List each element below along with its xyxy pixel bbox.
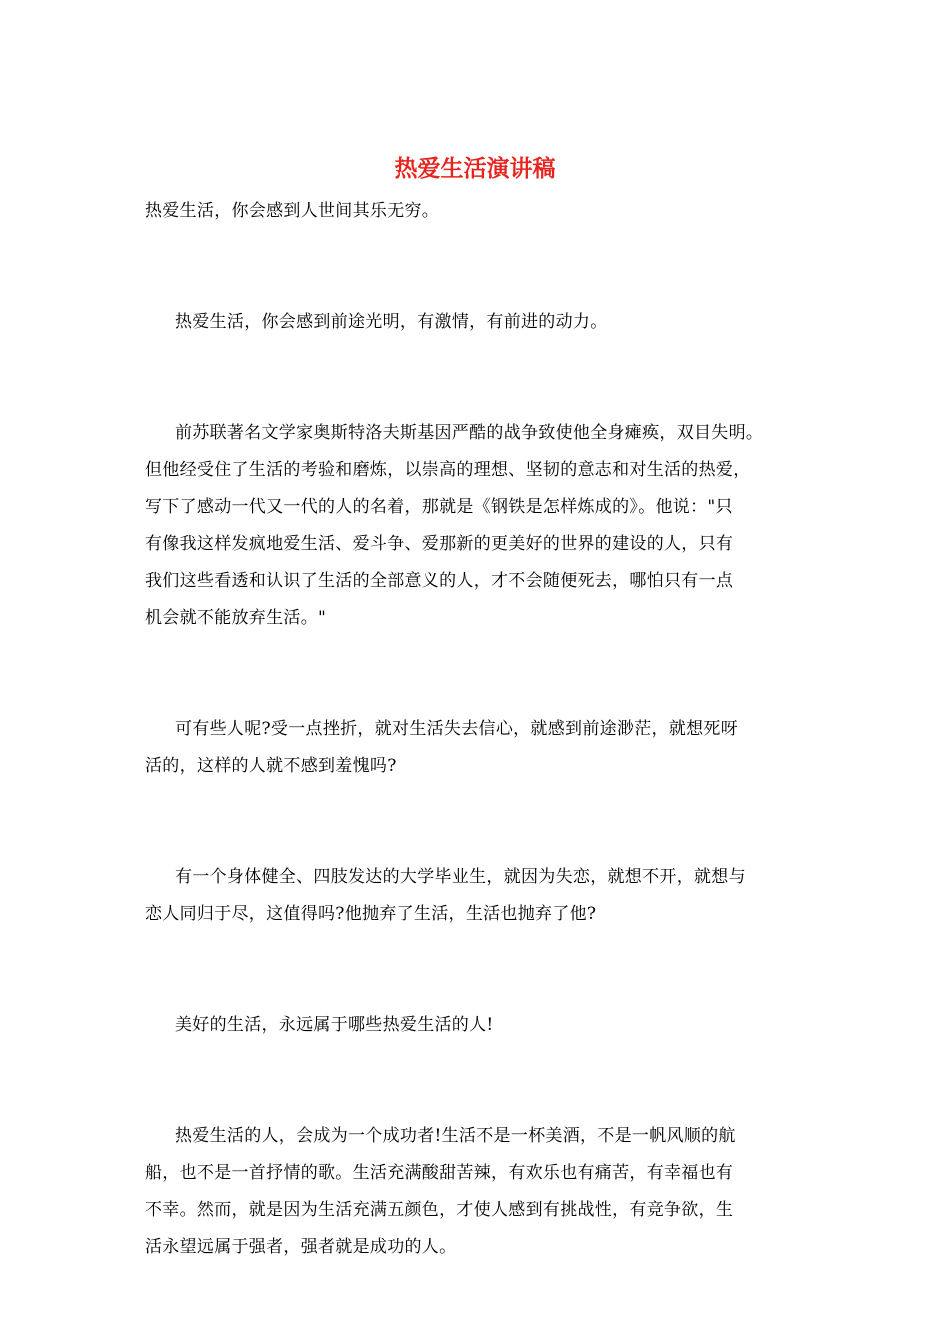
paragraph-5: 有一个身体健全、四肢发达的大学毕业生，就因为失恋，就想不开，就想与 恋人同归于尽，这值得吗?他抛弃了生活，生活也抛弃了他? <box>145 867 746 924</box>
paragraph-7: 热爱生活的人，会成为一个成功者!生活不是一杯美酒，不是一帆风顺的航 船，也不是一首抒情的歌。生活充满酸甜苦辣，有欢乐也有痛苦，有幸福也有 不幸。然而，就是因为生活充满五颜色，才使人感到有挑战性，有竞争欲，生 活永望远属于强者，强者就是成功的人。 <box>145 1126 736 1257</box>
paragraph-4: 可有些人呢?受一点挫折，就对生活失去信心，就感到前途渺茫，就想死呀 活的，这样的人就不感到羞愧吗? <box>145 719 739 776</box>
paragraph-spacer <box>145 637 805 711</box>
document-title: 热爱生活演讲稿 <box>394 155 556 182</box>
paragraph-spacer <box>145 1044 805 1118</box>
paragraph-spacer <box>145 230 805 304</box>
paragraph-spacer <box>145 785 805 859</box>
paragraph-3: 前苏联著名文学家奥斯特洛夫斯基因严酷的战争致使他全身瘫痪，双目失明。 但他经受住了生活的考验和磨炼，以崇高的理想、坚韧的意志和对生活的热爱， 写下了感动一代又一代的人的名着，那就是《钢铁是怎样炼成的》。他说："只 有像我这样发疯地爱生活、爱斗争、爱那新的更美好的世界的建设的人，只有 我们这些看透和认识了生活的全部意义的人，才不会随便死去，哪怕只有一点 机会就不能放弃生活。" <box>145 423 764 628</box>
paragraph-spacer <box>145 933 805 1007</box>
paragraph-6: 美好的生活，永远属于哪些热爱生活的人! <box>175 1015 494 1035</box>
paragraph-spacer <box>145 341 805 415</box>
document-body <box>145 193 805 1266</box>
paragraph-1: 热爱生活，你会感到人世间其乐无穷。 <box>145 201 440 221</box>
paragraph-2: 热爱生活，你会感到前途光明，有激情，有前进的动力。 <box>175 312 608 332</box>
